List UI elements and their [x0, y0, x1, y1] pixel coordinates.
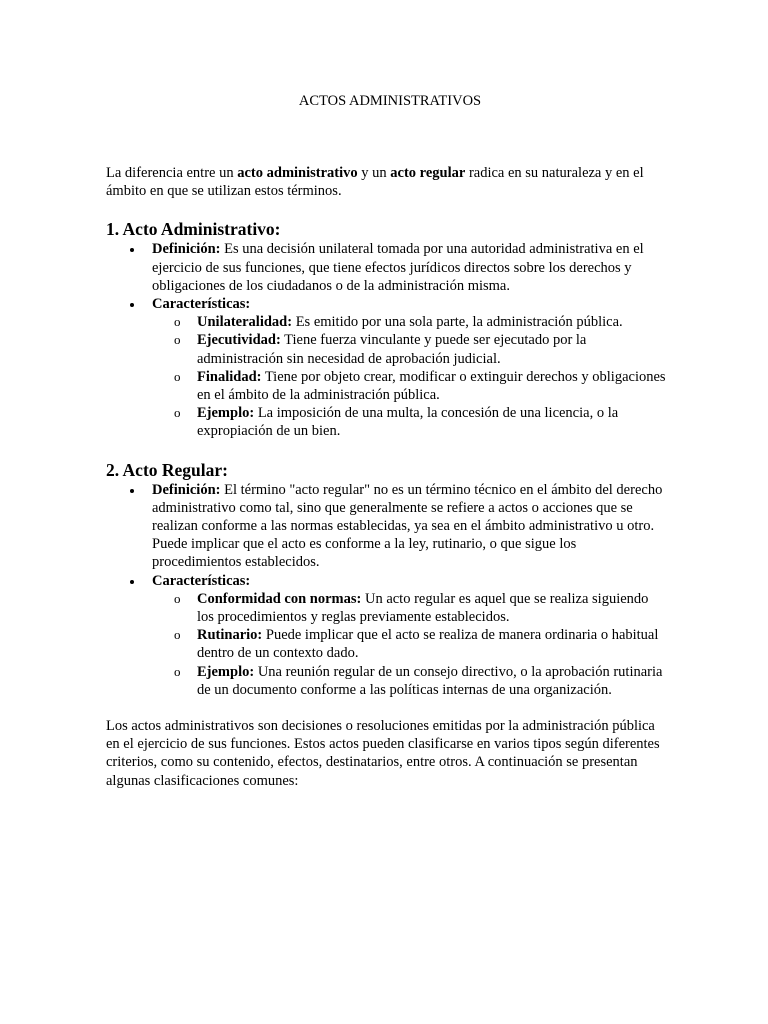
intro-text-3: radica en su naturaleza y en el ámbito en que se utilizan estos términos.	[106, 165, 644, 200]
section-2-characteristics-list	[152, 590, 666, 699]
section-2-heading: 2. Acto Regular:	[106, 459, 228, 480]
characteristic-text: Es emitido por una sola parte, la administración pública.	[292, 314, 623, 331]
intro-bold-1: acto administrativo	[237, 165, 358, 181]
characteristic-label: Conformidad con normas:	[197, 590, 362, 607]
characteristic-text: Tiene fuerza vinculante y puede ser ejecutado por la administración sin necesidad de aprobación judicial.	[197, 332, 587, 367]
list-item	[152, 626, 666, 662]
circle-bullet-icon: o	[174, 368, 181, 384]
characteristics-label: Características:	[152, 296, 251, 313]
section-1-characteristics-list	[152, 313, 666, 440]
definition-label: Definición:	[152, 241, 221, 258]
intro-text-1: La diferencia entre un	[106, 165, 238, 181]
intro-text-2: y un	[357, 165, 391, 181]
list-item	[152, 331, 666, 367]
section-1-heading: 1. Acto Administrativo:	[106, 219, 281, 240]
characteristic-label: Rutinario:	[197, 627, 263, 644]
document-body	[106, 92, 666, 790]
circle-bullet-icon: o	[174, 314, 181, 330]
circle-bullet-icon: o	[174, 663, 181, 679]
section-1-characteristics-item	[106, 295, 666, 441]
section-1-list	[106, 240, 666, 440]
list-item	[152, 404, 666, 440]
characteristic-text: Una reunión regular de un consejo directivo, o la aprobación rutinaria de un documento conforme a las políticas internas de una organización.	[197, 663, 663, 698]
circle-bullet-icon: o	[174, 627, 181, 643]
intro-paragraph	[106, 164, 666, 200]
list-item	[152, 590, 666, 626]
document-title: ACTOS ADMINISTRATIVOS	[298, 93, 482, 109]
definition-text: El término "acto regular" no es un término técnico en el ámbito del derecho administrativo como tal, sino que generalmente se refiere a actos o acciones que se realizan conforme a las normas establecidas, ya sea en el ámbito administrativo u otro. Puede implicar que el acto es conforme a la ley, rutinario, o que sigue los procedimientos establecidos.	[152, 481, 663, 571]
list-item	[152, 663, 666, 699]
characteristic-label: Finalidad:	[197, 368, 262, 385]
circle-bullet-icon: o	[174, 405, 181, 421]
intro-bold-2: acto regular	[390, 165, 466, 181]
characteristic-text: Puede implicar que el acto se realiza de manera ordinaria o habitual dentro de un contexto dado.	[197, 627, 659, 662]
definition-label: Definición:	[152, 481, 221, 498]
section-1-definition-item	[106, 240, 666, 295]
characteristic-text: Tiene por objeto crear, modificar o extinguir derechos y obligaciones en el ámbito de la administración pública.	[197, 368, 666, 404]
characteristic-label: Ejecutividad:	[197, 332, 281, 349]
characteristic-label: Ejemplo:	[197, 405, 255, 422]
section-2-list	[106, 481, 666, 699]
characteristics-label: Características:	[152, 572, 251, 589]
circle-bullet-icon: o	[174, 332, 181, 348]
characteristic-label: Unilateralidad:	[197, 314, 293, 331]
characteristic-text: Un acto regular es aquel que se realiza siguiendo los procedimientos y reglas previamente establecidos.	[197, 590, 649, 626]
section-2-definition-item	[106, 481, 666, 572]
list-item	[152, 368, 666, 404]
characteristic-label: Ejemplo:	[197, 663, 255, 680]
closing-paragraph: Los actos administrativos son decisiones o resoluciones emitidas por la administración pública en el ejercicio de sus funciones. Estos actos pueden clasificarse en varios tipos según diferentes criterios, como su contenido, efectos, destinatarios, entre otros. A continuación se presentan algunas clasificaciones comunes:	[106, 718, 660, 789]
definition-text: Es una decisión unilateral tomada por una autoridad administrativa en el ejercicio de sus funciones, que tiene efectos jurídicos directos sobre los derechos y obligaciones de los ciudadanos o de la administración misma.	[152, 241, 644, 294]
characteristic-text: La imposición de una multa, la concesión de una licencia, o la expropiación de un bien.	[197, 405, 619, 440]
circle-bullet-icon: o	[174, 590, 181, 606]
section-2-characteristics-item	[106, 572, 666, 699]
list-item	[152, 313, 666, 331]
